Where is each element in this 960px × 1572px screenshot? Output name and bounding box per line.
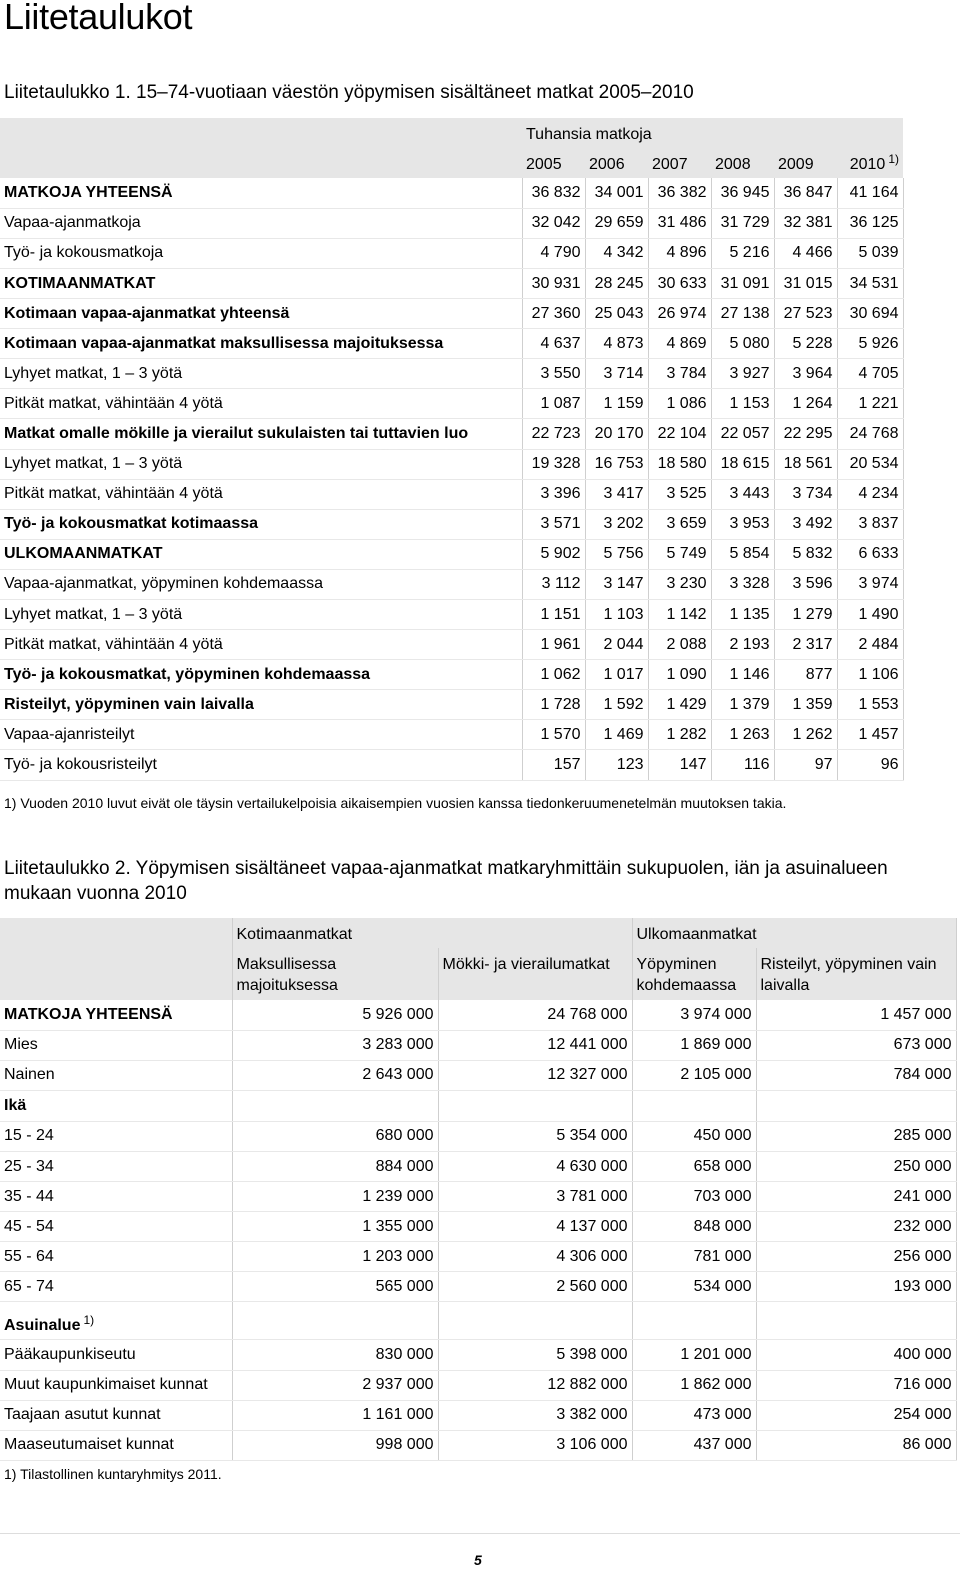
cell-value: 1 086 xyxy=(648,389,711,419)
row-label: 25 - 34 xyxy=(0,1151,232,1181)
cell-value: 473 000 xyxy=(632,1400,756,1430)
cell-value: 3 147 xyxy=(585,569,648,599)
cell-value: 3 974 xyxy=(837,569,903,599)
cell-value: 784 000 xyxy=(756,1060,956,1090)
cell-value: 30 633 xyxy=(648,268,711,298)
cell-value: 1 106 xyxy=(837,660,903,690)
row-label: Kotimaan vapaa-ajanmatkat yhteensä xyxy=(0,299,522,329)
row-label: Mies xyxy=(0,1030,232,1060)
cell-value: 3 202 xyxy=(585,509,648,539)
table-row xyxy=(0,660,903,690)
table-row xyxy=(0,509,903,539)
row-label: MATKOJA YHTEENSÄ xyxy=(0,1000,232,1030)
cell-value: 400 000 xyxy=(756,1340,956,1370)
row-label: 35 - 44 xyxy=(0,1182,232,1212)
cell-value: 1 087 xyxy=(522,389,585,419)
row-label: Pitkät matkat, vähintään 4 yötä xyxy=(0,479,522,509)
cell-value: 31 015 xyxy=(774,268,837,298)
cell-value: 1 469 xyxy=(585,720,648,750)
cell-value: 1 961 xyxy=(522,630,585,660)
table-row xyxy=(0,449,903,479)
cell-value: 20 170 xyxy=(585,419,648,449)
table1-year-row xyxy=(0,148,903,178)
cell-value: 3 964 xyxy=(774,359,837,389)
table-row xyxy=(0,238,903,268)
row-label: Nainen xyxy=(0,1060,232,1090)
cell-value: 3 443 xyxy=(711,479,774,509)
cell-value: 250 000 xyxy=(756,1151,956,1181)
table2-column-header: Risteilyt, yöpyminen vain laivalla xyxy=(756,948,956,1000)
row-label: KOTIMAANMATKAT xyxy=(0,268,522,298)
table2-title xyxy=(4,856,944,906)
cell-value: 3 396 xyxy=(522,479,585,509)
cell-value: 3 417 xyxy=(585,479,648,509)
row-label: MATKOJA YHTEENSÄ xyxy=(0,178,522,208)
cell-value: 4 869 xyxy=(648,329,711,359)
cell-value: 96 xyxy=(837,750,903,780)
cell-value: 1 862 000 xyxy=(632,1370,756,1400)
cell-value: 30 931 xyxy=(522,268,585,298)
table2-column-header: Maksullisessa majoituksessa xyxy=(232,948,438,1000)
cell-value: 1 161 000 xyxy=(232,1400,438,1430)
cell-value: 12 327 000 xyxy=(438,1060,632,1090)
section-label xyxy=(0,1090,232,1121)
table2 xyxy=(0,918,957,1461)
table-row xyxy=(0,750,903,780)
cell-value: 5 398 000 xyxy=(438,1340,632,1370)
cell-value: 4 630 000 xyxy=(438,1151,632,1181)
cell-value: 18 615 xyxy=(711,449,774,479)
table2-title-text: Yöpymisen sisältäneet vapaa-ajanmatkat matkaryhmittäin sukupuolen, iän ja asuinalueen mukaan vuonna 2010 xyxy=(4,858,888,904)
cell-value: 1 263 xyxy=(711,720,774,750)
table-row xyxy=(0,178,903,208)
cell-value: 565 000 xyxy=(232,1272,438,1302)
table1-year-header xyxy=(711,148,774,178)
table2-group-abroad: Ulkomaanmatkat xyxy=(632,918,956,948)
cell-value: 5 926 xyxy=(837,329,903,359)
cell-value: 1 221 xyxy=(837,389,903,419)
cell-value: 884 000 xyxy=(232,1151,438,1181)
cell-value: 36 847 xyxy=(774,178,837,208)
cell-value: 1 457 000 xyxy=(756,1000,956,1030)
cell-value: 1 146 xyxy=(711,660,774,690)
cell-value: 1 153 xyxy=(711,389,774,419)
cell-value: 34 001 xyxy=(585,178,648,208)
row-label: ULKOMAANMATKAT xyxy=(0,539,522,569)
cell-value: 2 643 000 xyxy=(232,1060,438,1090)
cell-value: 5 228 xyxy=(774,329,837,359)
cell-value: 12 441 000 xyxy=(438,1030,632,1060)
cell-value: 1 359 xyxy=(774,690,837,720)
row-label: Muut kaupunkimaiset kunnat xyxy=(0,1370,232,1400)
cell-value: 4 896 xyxy=(648,238,711,268)
row-label: Työ- ja kokousmatkat kotimaassa xyxy=(0,509,522,539)
row-label: 65 - 74 xyxy=(0,1272,232,1302)
row-label: 15 - 24 xyxy=(0,1121,232,1151)
row-label: Lyhyet matkat, 1 – 3 yötä xyxy=(0,359,522,389)
cell-value: 877 xyxy=(774,660,837,690)
table2-corner xyxy=(0,918,232,948)
table-row xyxy=(0,720,903,750)
row-label: Pääkaupunkiseutu xyxy=(0,1340,232,1370)
cell-value: 4 637 xyxy=(522,329,585,359)
cell-value: 22 723 xyxy=(522,419,585,449)
cell-value: 4 873 xyxy=(585,329,648,359)
table-row xyxy=(0,299,903,329)
table2-title-prefix: Liitetaulukko 2. xyxy=(4,858,131,879)
table2-group-domestic: Kotimaanmatkat xyxy=(232,918,632,948)
cell-value: 3 974 000 xyxy=(632,1000,756,1030)
row-label: Lyhyet matkat, 1 – 3 yötä xyxy=(0,449,522,479)
row-label: Vapaa-ajanristeilyt xyxy=(0,720,522,750)
cell-value: 1 103 xyxy=(585,600,648,630)
cell-value: 2 317 xyxy=(774,630,837,660)
cell-value: 36 382 xyxy=(648,178,711,208)
cell-value: 3 837 xyxy=(837,509,903,539)
cell-value: 22 057 xyxy=(711,419,774,449)
section-label xyxy=(0,1302,232,1340)
cell-value: 4 306 000 xyxy=(438,1242,632,1272)
cell-value: 26 974 xyxy=(648,299,711,329)
table-row xyxy=(0,1370,956,1400)
cell-value: 31 091 xyxy=(711,268,774,298)
cell-value: 18 561 xyxy=(774,449,837,479)
cell-value: 5 749 xyxy=(648,539,711,569)
cell-value: 256 000 xyxy=(756,1242,956,1272)
cell-value: 3 571 xyxy=(522,509,585,539)
cell-value: 830 000 xyxy=(232,1340,438,1370)
cell-value: 1 379 xyxy=(711,690,774,720)
table1-corner xyxy=(0,118,522,148)
section-label-text: Asuinalue xyxy=(4,1317,81,1335)
table1 xyxy=(0,118,904,781)
cell-value: 3 230 xyxy=(648,569,711,599)
cell-value: 193 000 xyxy=(756,1272,956,1302)
row-label: Matkat omalle mökille ja vierailut sukulaisten tai tuttavien luo xyxy=(0,419,522,449)
table-row xyxy=(0,1030,956,1060)
cell-value: 1 264 xyxy=(774,389,837,419)
cell-value: 4 466 xyxy=(774,238,837,268)
cell-value: 5 354 000 xyxy=(438,1121,632,1151)
table-row xyxy=(0,630,903,660)
cell-value: 5 756 xyxy=(585,539,648,569)
row-label: Lyhyet matkat, 1 – 3 yötä xyxy=(0,600,522,630)
cell-value: 3 953 xyxy=(711,509,774,539)
cell-value: 19 328 xyxy=(522,449,585,479)
section-footnote-marker: 1) xyxy=(83,1313,95,1328)
table-row xyxy=(0,1272,956,1302)
cell-value: 1 017 xyxy=(585,660,648,690)
cell-value: 36 945 xyxy=(711,178,774,208)
table-row xyxy=(0,600,903,630)
cell-value: 5 832 xyxy=(774,539,837,569)
cell-value: 3 659 xyxy=(648,509,711,539)
cell-value: 781 000 xyxy=(632,1242,756,1272)
table-row xyxy=(0,1121,956,1151)
cell-value: 3 781 000 xyxy=(438,1182,632,1212)
cell-value: 1 490 xyxy=(837,600,903,630)
cell-value: 658 000 xyxy=(632,1151,756,1181)
cell-value: 4 790 xyxy=(522,238,585,268)
cell-value: 716 000 xyxy=(756,1370,956,1400)
cell-value: 123 xyxy=(585,750,648,780)
empty-cell xyxy=(438,1090,632,1121)
cell-value: 1 239 000 xyxy=(232,1182,438,1212)
year-label: 2009 xyxy=(778,156,814,174)
cell-value: 3 382 000 xyxy=(438,1400,632,1430)
cell-value: 36 832 xyxy=(522,178,585,208)
cell-value: 673 000 xyxy=(756,1030,956,1060)
cell-value: 22 295 xyxy=(774,419,837,449)
page-divider xyxy=(0,1533,960,1534)
cell-value: 1 062 xyxy=(522,660,585,690)
section-row xyxy=(0,1302,956,1340)
cell-value: 4 705 xyxy=(837,359,903,389)
year-label: 2006 xyxy=(589,156,625,174)
table1-year-header xyxy=(774,148,837,178)
table-row xyxy=(0,479,903,509)
row-label: Taajaan asutut kunnat xyxy=(0,1400,232,1430)
row-label: Pitkät matkat, vähintään 4 yötä xyxy=(0,630,522,660)
table-row xyxy=(0,1400,956,1430)
table-row xyxy=(0,1242,956,1272)
cell-value: 27 360 xyxy=(522,299,585,329)
year-footnote-marker: 1) xyxy=(888,152,899,167)
row-label: Vapaa-ajanmatkoja xyxy=(0,208,522,238)
table-row xyxy=(0,208,903,238)
cell-value: 1 592 xyxy=(585,690,648,720)
table1-footnote: 1) Vuoden 2010 luvut eivät ole täysin vertailukelpoisia aikaisempien vuosien kanssa tiedonkeruumenetelmän muutoksen takia. xyxy=(4,795,787,811)
page-number: 5 xyxy=(474,1552,482,1568)
cell-value: 27 138 xyxy=(711,299,774,329)
cell-value: 1 135 xyxy=(711,600,774,630)
cell-value: 1 869 000 xyxy=(632,1030,756,1060)
empty-cell xyxy=(632,1090,756,1121)
cell-value: 3 328 xyxy=(711,569,774,599)
cell-value: 27 523 xyxy=(774,299,837,329)
cell-value: 2 560 000 xyxy=(438,1272,632,1302)
row-label: Työ- ja kokousmatkoja xyxy=(0,238,522,268)
cell-value: 4 234 xyxy=(837,479,903,509)
cell-value: 3 112 xyxy=(522,569,585,599)
table-row xyxy=(0,1182,956,1212)
cell-value: 20 534 xyxy=(837,449,903,479)
cell-value: 2 937 000 xyxy=(232,1370,438,1400)
cell-value: 450 000 xyxy=(632,1121,756,1151)
table-row xyxy=(0,329,903,359)
cell-value: 1 159 xyxy=(585,389,648,419)
cell-value: 32 381 xyxy=(774,208,837,238)
table-row xyxy=(0,268,903,298)
cell-value: 32 042 xyxy=(522,208,585,238)
section-row xyxy=(0,1090,956,1121)
empty-cell xyxy=(632,1302,756,1340)
year-label: 2010 xyxy=(849,156,886,174)
table2-corner-2 xyxy=(0,948,232,1000)
cell-value: 30 694 xyxy=(837,299,903,329)
cell-value: 1 201 000 xyxy=(632,1340,756,1370)
cell-value: 5 902 xyxy=(522,539,585,569)
table-row xyxy=(0,1430,956,1460)
row-label: Risteilyt, yöpyminen vain laivalla xyxy=(0,690,522,720)
table2-column-header: Mökki- ja vierailumatkat xyxy=(438,948,632,1000)
cell-value: 1 203 000 xyxy=(232,1242,438,1272)
table1-year-header xyxy=(837,148,903,178)
cell-value: 232 000 xyxy=(756,1212,956,1242)
table2-column-row xyxy=(0,948,956,1000)
cell-value: 1 553 xyxy=(837,690,903,720)
table1-year-header xyxy=(648,148,711,178)
cell-value: 36 125 xyxy=(837,208,903,238)
table-row xyxy=(0,1212,956,1242)
cell-value: 116 xyxy=(711,750,774,780)
cell-value: 3 492 xyxy=(774,509,837,539)
cell-value: 1 282 xyxy=(648,720,711,750)
cell-value: 1 090 xyxy=(648,660,711,690)
cell-value: 86 000 xyxy=(756,1430,956,1460)
cell-value: 437 000 xyxy=(632,1430,756,1460)
cell-value: 16 753 xyxy=(585,449,648,479)
cell-value: 3 283 000 xyxy=(232,1030,438,1060)
table-row xyxy=(0,1151,956,1181)
cell-value: 1 151 xyxy=(522,600,585,630)
table-row xyxy=(0,389,903,419)
cell-value: 3 106 000 xyxy=(438,1430,632,1460)
cell-value: 97 xyxy=(774,750,837,780)
empty-cell xyxy=(232,1090,438,1121)
cell-value: 285 000 xyxy=(756,1121,956,1151)
row-label: Maaseutumaiset kunnat xyxy=(0,1430,232,1460)
cell-value: 25 043 xyxy=(585,299,648,329)
row-label: Vapaa-ajanmatkat, yöpyminen kohdemaassa xyxy=(0,569,522,599)
cell-value: 1 429 xyxy=(648,690,711,720)
year-label: 2007 xyxy=(652,156,688,174)
year-label: 2005 xyxy=(526,156,562,174)
cell-value: 2 193 xyxy=(711,630,774,660)
cell-value: 534 000 xyxy=(632,1272,756,1302)
cell-value: 3 734 xyxy=(774,479,837,509)
cell-value: 680 000 xyxy=(232,1121,438,1151)
row-label: Työ- ja kokousmatkat, yöpyminen kohdemaassa xyxy=(0,660,522,690)
cell-value: 1 279 xyxy=(774,600,837,630)
table2-footnote: 1) Tilastollinen kuntaryhmitys 2011. xyxy=(4,1466,222,1482)
page-title: Liitetaulukot xyxy=(4,0,193,37)
cell-value: 1 457 xyxy=(837,720,903,750)
empty-cell xyxy=(756,1090,956,1121)
cell-value: 34 531 xyxy=(837,268,903,298)
table-row xyxy=(0,1340,956,1370)
cell-value: 998 000 xyxy=(232,1430,438,1460)
cell-value: 5 926 000 xyxy=(232,1000,438,1030)
row-label: 55 - 64 xyxy=(0,1242,232,1272)
cell-value: 28 245 xyxy=(585,268,648,298)
table-row xyxy=(0,539,903,569)
cell-value: 848 000 xyxy=(632,1212,756,1242)
section-label-text: Ikä xyxy=(4,1096,27,1114)
table2-group-row xyxy=(0,918,956,948)
cell-value: 22 104 xyxy=(648,419,711,449)
empty-cell xyxy=(232,1302,438,1340)
cell-value: 3 550 xyxy=(522,359,585,389)
table1-year-header xyxy=(585,148,648,178)
row-label: Pitkät matkat, vähintään 4 yötä xyxy=(0,389,522,419)
table1-title-prefix: Liitetaulukko 1. xyxy=(4,82,131,103)
cell-value: 5 080 xyxy=(711,329,774,359)
cell-value: 1 262 xyxy=(774,720,837,750)
table1-unit-row xyxy=(0,118,903,148)
cell-value: 3 927 xyxy=(711,359,774,389)
empty-cell xyxy=(438,1302,632,1340)
cell-value: 24 768 000 xyxy=(438,1000,632,1030)
cell-value: 1 142 xyxy=(648,600,711,630)
row-label: Kotimaan vapaa-ajanmatkat maksullisessa majoituksessa xyxy=(0,329,522,359)
cell-value: 4 137 000 xyxy=(438,1212,632,1242)
cell-value: 6 633 xyxy=(837,539,903,569)
cell-value: 2 105 000 xyxy=(632,1060,756,1090)
row-label: Työ- ja kokousristeilyt xyxy=(0,750,522,780)
empty-cell xyxy=(756,1302,956,1340)
table1-corner-2 xyxy=(0,148,522,178)
cell-value: 31 729 xyxy=(711,208,774,238)
cell-value: 3 525 xyxy=(648,479,711,509)
table-row xyxy=(0,569,903,599)
table1-unit: Tuhansia matkoja xyxy=(522,118,903,148)
table1-year-header xyxy=(522,148,585,178)
table-row xyxy=(0,690,903,720)
cell-value: 29 659 xyxy=(585,208,648,238)
cell-value: 2 484 xyxy=(837,630,903,660)
cell-value: 3 784 xyxy=(648,359,711,389)
cell-value: 2 088 xyxy=(648,630,711,660)
cell-value: 18 580 xyxy=(648,449,711,479)
table-row xyxy=(0,1060,956,1090)
cell-value: 157 xyxy=(522,750,585,780)
table1-title-text: 15–74-vuotiaan väestön yöpymisen sisältäneet matkat 2005–2010 xyxy=(130,82,694,103)
cell-value: 1 728 xyxy=(522,690,585,720)
cell-value: 5 216 xyxy=(711,238,774,268)
cell-value: 2 044 xyxy=(585,630,648,660)
cell-value: 3 714 xyxy=(585,359,648,389)
table-row xyxy=(0,1000,956,1030)
cell-value: 1 570 xyxy=(522,720,585,750)
table1-title xyxy=(4,80,694,105)
cell-value: 5 854 xyxy=(711,539,774,569)
cell-value: 12 882 000 xyxy=(438,1370,632,1400)
cell-value: 703 000 xyxy=(632,1182,756,1212)
year-label: 2008 xyxy=(715,156,751,174)
cell-value: 5 039 xyxy=(837,238,903,268)
cell-value: 4 342 xyxy=(585,238,648,268)
cell-value: 254 000 xyxy=(756,1400,956,1430)
table-row xyxy=(0,419,903,449)
cell-value: 241 000 xyxy=(756,1182,956,1212)
table-row xyxy=(0,359,903,389)
cell-value: 24 768 xyxy=(837,419,903,449)
table2-column-header: Yöpyminen kohdemaassa xyxy=(632,948,756,1000)
cell-value: 3 596 xyxy=(774,569,837,599)
cell-value: 147 xyxy=(648,750,711,780)
cell-value: 31 486 xyxy=(648,208,711,238)
cell-value: 1 355 000 xyxy=(232,1212,438,1242)
row-label: 45 - 54 xyxy=(0,1212,232,1242)
cell-value: 41 164 xyxy=(837,178,903,208)
